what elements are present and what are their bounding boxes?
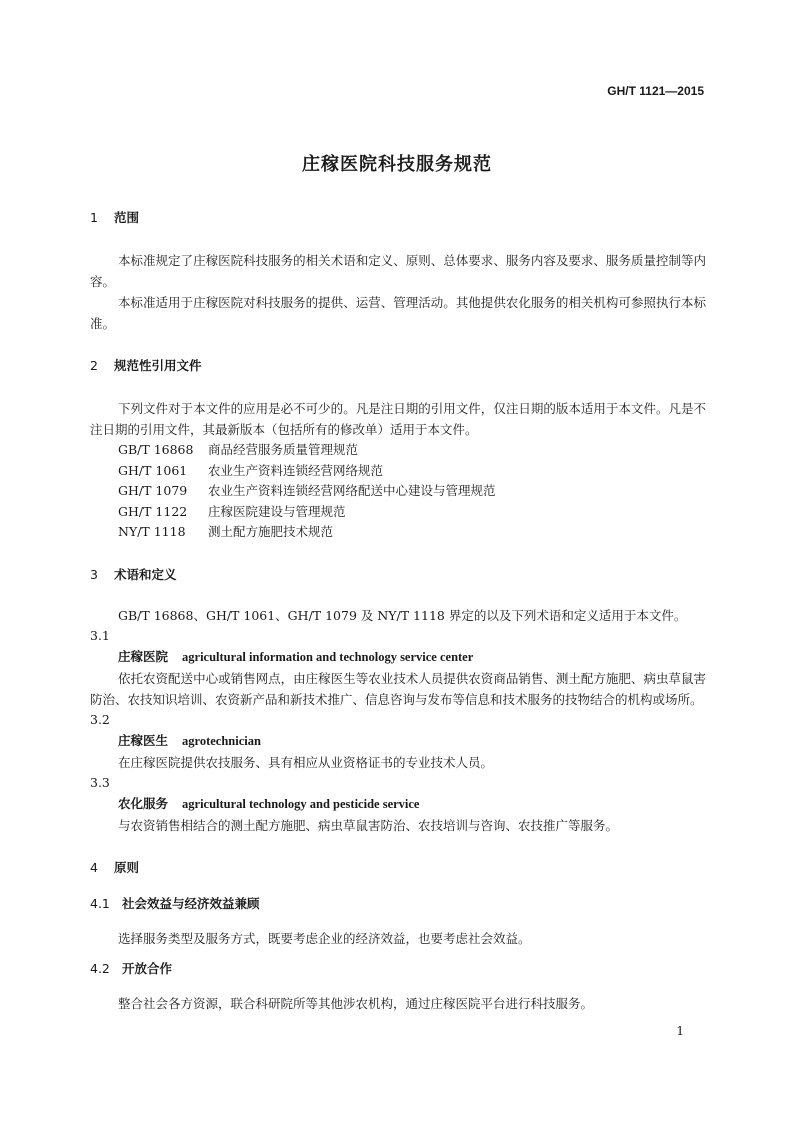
reference-code: NY/T 1118 — [118, 524, 186, 539]
term-definition: 与农资销售相结合的测土配方施肥、病虫草鼠害防治、农技培训与咨询、农技推广等服务。 — [118, 817, 619, 833]
section-number: 3 — [90, 566, 98, 582]
term-zh: 农化服务 — [118, 795, 169, 811]
term-heading — [90, 646, 706, 668]
section-number: 1 — [90, 210, 98, 225]
subsection-number: 4.2 — [90, 960, 110, 976]
reference-name: 农业生产资料连锁经营网络规范 — [208, 462, 384, 478]
term-en: agrotechnician — [182, 733, 261, 748]
term-definition: 依托农资配送中心或销售网点，由庄稼医生等农业技术人员提供农资商品销售、测土配方施肥、病虫草鼠害防治、农技知识培训、农资新产品和新技术推广、信息咨询与发布等信息和技术服务的技物结合的机构或场所。 — [90, 670, 706, 707]
reference-name: 商品经营服务质量管理规范 — [208, 442, 359, 457]
section-title: 原则 — [114, 859, 140, 875]
section-title: 规范性引用文件 — [114, 358, 202, 373]
reference-item — [90, 502, 706, 523]
section-heading — [90, 565, 706, 583]
subsection-heading — [90, 894, 706, 912]
reference-code: GH/T 1061 — [118, 462, 188, 478]
reference-name: 测土配方施肥技术规范 — [208, 524, 334, 539]
section-1 — [90, 208, 706, 334]
term-heading — [90, 730, 706, 752]
paragraph: 下列文件对于本文件的应用是必不可少的。凡是注日期的引用文件，仅注日期的版本适用于本文件。凡是不注日期的引用文件，其最新版本（包括所有的修改单）适用于本文件。 — [90, 401, 706, 437]
reference-item — [90, 461, 706, 482]
term-zh: 庄稼医院 — [118, 648, 169, 664]
term-en: agricultural information and technology service center — [182, 649, 474, 664]
paragraph: GB/T 16868、GH/T 1061、GH/T 1079 及 NY/T 1118 界定的以及下列术语和定义适用于本文件。 — [118, 607, 687, 623]
section-2 — [90, 356, 706, 543]
section-heading — [90, 208, 706, 226]
reference-item — [90, 522, 706, 543]
subsection-number: 4.1 — [90, 895, 110, 911]
section-title: 范围 — [114, 210, 140, 225]
term-definition: 在庄稼医院提供农技服务、具有相应从业资格证书的专业技术人员。 — [118, 754, 494, 770]
section-4 — [90, 858, 706, 1014]
page-number: 1 — [676, 1024, 684, 1038]
section-heading — [90, 356, 706, 374]
paragraph: 本标准适用于庄稼医院对科技服务的提供、运营、管理活动。其他提供农化服务的相关机构可参照执行本标准。 — [90, 295, 706, 331]
reference-item — [90, 481, 706, 502]
paragraph: 整合社会各方资源，联合科研院所等其他涉农机构，通过庄稼医院平台进行科技服务。 — [118, 995, 594, 1011]
subsection-heading — [90, 959, 706, 977]
reference-item — [90, 440, 706, 461]
term-number: 3.2 — [90, 711, 110, 727]
reference-code: GB/T 16868 — [118, 442, 194, 457]
reference-name: 农业生产资料连锁经营网络配送中心建设与管理规范 — [208, 483, 496, 498]
section-3 — [90, 565, 706, 836]
paragraph: 本标准规定了庄稼医院科技服务的相关术语和定义、原则、总体要求、服务内容及要求、服务质量控制等内容。 — [90, 253, 706, 289]
reference-name: 庄稼医院建设与管理规范 — [208, 503, 346, 519]
paragraph: 选择服务类型及服务方式，既要考虑企业的经济效益，也要考虑社会效益。 — [118, 930, 531, 946]
term-number: 3.3 — [90, 774, 110, 790]
term-zh: 庄稼医生 — [118, 732, 169, 748]
term-en: agricultural technology and pesticide service — [182, 796, 420, 811]
document-body — [90, 208, 706, 1014]
section-title: 术语和定义 — [114, 566, 177, 582]
term-heading — [90, 793, 706, 815]
reference-code: GH/T 1122 — [118, 503, 188, 519]
document-title: 庄稼医院科技服务规范 — [302, 154, 492, 175]
reference-code: GH/T 1079 — [118, 483, 188, 498]
standard-code: GH/T 1121—2015 — [607, 84, 704, 98]
subsection-title: 开放合作 — [122, 960, 173, 976]
section-number: 2 — [90, 358, 98, 373]
section-heading — [90, 858, 706, 876]
subsection-title: 社会效益与经济效益兼顾 — [122, 895, 260, 911]
term-number: 3.1 — [90, 627, 110, 643]
section-number: 4 — [90, 859, 98, 875]
